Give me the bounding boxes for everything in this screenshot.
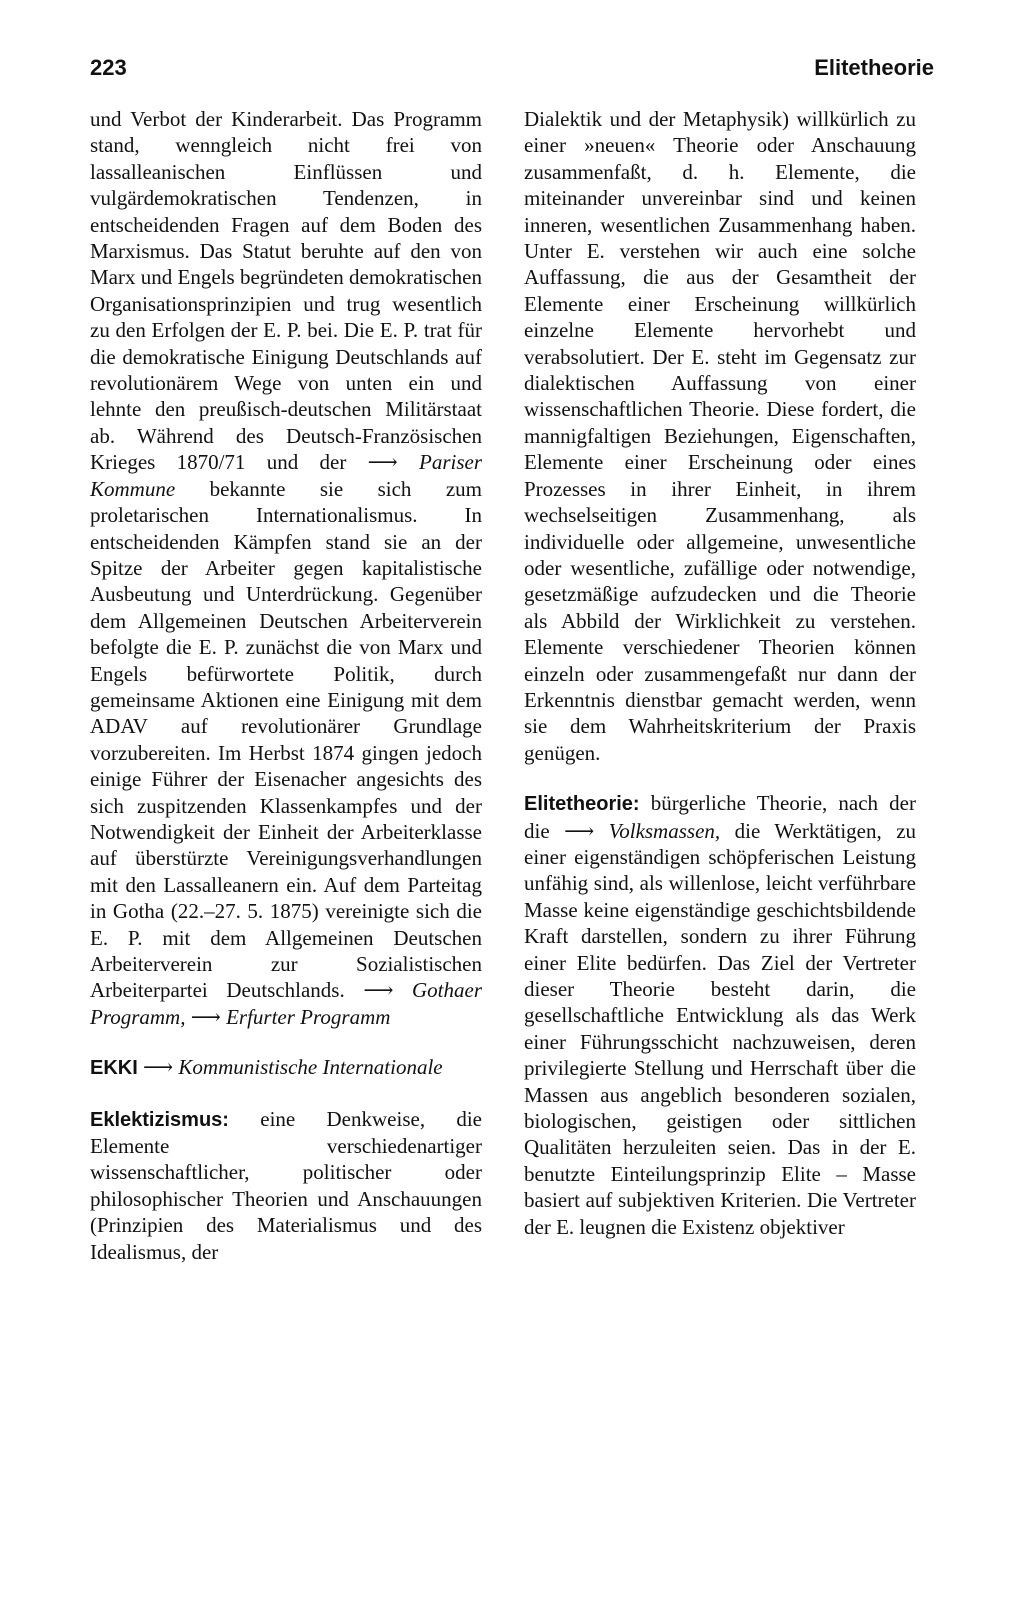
see-arrow-icon: ⟶ [190, 1004, 221, 1029]
body-text: eine Denkweise, die Elemente verschiedenartiger wissenschaftlicher, politischer oder philosophischer Theorien und Anschauungen (Prinzipien des Materialismus und des Idealismus, der [90, 1106, 483, 1264]
cross-reference: Erfurter Programm [226, 1004, 391, 1029]
body-text: Dialektik und der Metaphysik) willkürlich zu einer »neuen« Theorie oder Anschauung zusammenfaßt, d. h. Elemente, die miteinander unvereinbar sind und keinen inneren, wesentlichen Zusammenhang haben. Unter E. verstehen wir auch eine solche Auffassung, die aus der Gesamtheit der Elemente einer Erscheinung willkürlich einzelne Elemente hervorhebt und verabsolutiert. Der E. steht im Gegensatz zur dialektischen Auffassung von einer wissenschaftlichen Theorie. Diese fordert, die mannigfaltigen Beziehungen, Eigenschaften, Elemente einer Erscheinung oder eines Prozesses in ihrer Einheit, in ihrem wechselseitigen Zusammenhang, als individuelle oder allgemeine, unwesentliche oder wesentliche, zufällige oder notwendige, gesetzmäßige aufzudecken und die Theorie als Abbild der Wirklichkeit zu verstehen. Elemente verschiedener Theorien können einzeln oder zusammengefaßt nur dann der Erkenntnis dienstbar gemacht werden, wenn sie dem Wahrheitskriterium der Praxis genügen. [524, 107, 916, 765]
see-arrow-icon: ⟶ [143, 1055, 174, 1080]
running-head [90, 55, 934, 81]
entry-keyword: EKKI [90, 1057, 138, 1080]
cross-reference: Pariser Kommune [90, 450, 483, 501]
entry-keyword: Elitetheorie: [524, 793, 640, 816]
cross-reference: Gothaer Programm, [90, 978, 482, 1029]
entry-ekki [90, 1054, 482, 1081]
entry-eklektizismus [90, 1106, 482, 1265]
entry-keyword: Eklektizismus: [90, 1108, 229, 1131]
entry-eklektizismus-continuation [524, 106, 916, 766]
see-arrow-icon: ⟶ [363, 978, 394, 1003]
entry-eisenacher-continuation [90, 106, 482, 1030]
see-arrow-icon: ⟶ [564, 818, 595, 843]
body-text: und Verbot der Kinderarbeit. Das Programm stand, wenngleich nicht frei von lassalleanischen Einflüssen und vulgärdemokratischen Tendenzen, in entscheidenden Fragen auf dem Boden des Marxismus. Das Statut beruhte auf den von Marx und Engels begründeten demokratischen Organisationsprinzipien und trug wesentlich zu den Erfolgen der E. P. bei. Die E. P. trat für die demokratische Einigung Deutschlands auf revolutionärem Wege von unten ein und lehnte den preußisch-deutschen Militärstaat ab. Während des Deutsch-Französischen Krieges 1870/71 und der [90, 107, 482, 475]
body-text: die Werktätigen, zu einer eigenständigen schöpferischen Leistung unfähig sind, als willenlose, leicht verführbare Masse keine eigenständige geschichtsbildende Kraft darstellen, sondern zu ihrer Führung einer Elite bedürfen. Das Ziel der Vertreter dieser Theorie besteht darin, die gesellschaftliche Entwicklung als das Werk einer Führungsschicht nachzuweisen, deren privilegierte Stellung und Herrschaft über die Massen aus angeblich besonderen sozialen, biologischen, geistigen oder sittlichen Qualitäten herzuleiten seien. Das in der E. benutzte Einteilungsprinzip Elite – Masse basiert auf subjektiven Kriterien. Die Vertreter der E. leugnen die Existenz objektiver [524, 818, 917, 1239]
running-title: Elitetheorie [814, 55, 934, 80]
body-text: bürgerliche Theorie, nach der die [524, 791, 916, 843]
entry-elitetheorie [524, 790, 916, 1240]
cross-reference: Volksmassen, [608, 818, 721, 843]
page-number: 223 [90, 55, 127, 80]
right-column [524, 106, 916, 1240]
left-column [90, 106, 482, 1265]
see-arrow-icon: ⟶ [367, 450, 398, 475]
body-text: bekannte sie sich zum proletarischen Internationalismus. In entscheidenden Kämpfen stand sie an der Spitze der Arbeiter gegen kapitalistische Ausbeutung und Unterdrückung. Gegenüber dem Allgemeinen Deutschen Arbeiterverein befolgte die E. P. zunächst die von Marx und Engels befürwortete Politik, durch gemeinsame Aktionen eine Einigung mit dem ADAV auf revolutionärer Grundlage vorzubereiten. Im Herbst 1874 gingen jedoch einige Führer der Eisenacher angesichts des sich zuspitzenden Klassenkampfes und der Notwendigkeit der Einheit der Arbeiterklasse auf überstürzte Vereinigungsverhandlungen mit den Lassalleanern ein. Auf dem Parteitag in Gotha (22.–27. 5. 1875) vereinigte sich die E. P. mit dem Allgemeinen Deutschen Arbeiterverein zur Sozialistischen Arbeiterpartei Deutschlands. [90, 476, 483, 1003]
cross-reference: Kommunistische Internationale [178, 1055, 443, 1080]
